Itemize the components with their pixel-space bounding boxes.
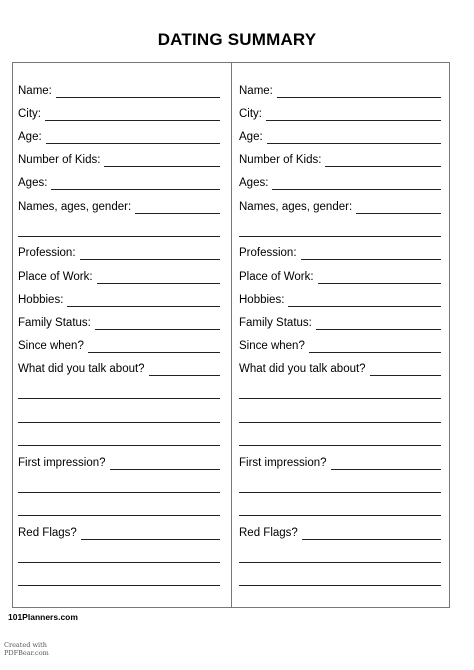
place-of-work-line[interactable]: [318, 272, 441, 284]
blank-line-row: [239, 407, 441, 423]
blank-line-row: [18, 221, 220, 237]
ages-label: Ages:: [18, 177, 48, 189]
blank-line-row: [239, 477, 441, 493]
hobbies-label: Hobbies:: [18, 294, 64, 306]
place-of-work-label: Place of Work:: [18, 271, 93, 283]
blank-line[interactable]: [18, 411, 220, 423]
since-when-row: [239, 337, 441, 353]
blank-line-row: [239, 570, 441, 586]
blank-line[interactable]: [18, 225, 220, 237]
since-when-label: Since when?: [239, 340, 305, 352]
name-label: Name:: [239, 85, 273, 97]
talk-about-row: [239, 360, 441, 376]
hobbies-label: Hobbies:: [239, 294, 285, 306]
blank-line-row: [18, 383, 220, 399]
blank-line-row: [18, 547, 220, 563]
names-ages-gender-row: [239, 198, 441, 214]
hobbies-line[interactable]: [67, 295, 220, 307]
age-label: Age:: [18, 131, 42, 143]
age-label: Age:: [239, 131, 263, 143]
blank-line[interactable]: [18, 551, 220, 563]
blank-line[interactable]: [18, 504, 220, 516]
first-impression-row: [239, 454, 441, 470]
names-ages-gender-label: Names, ages, gender:: [239, 201, 353, 213]
blank-line[interactable]: [239, 551, 441, 563]
names-ages-gender-row: [18, 198, 220, 214]
first-impression-row: [18, 454, 220, 470]
talk-about-label: What did you talk about?: [18, 363, 145, 375]
place-of-work-row: [18, 268, 220, 284]
city-line[interactable]: [266, 109, 441, 121]
name-row: [239, 82, 441, 98]
first-impression-line[interactable]: [331, 458, 441, 470]
created-with-watermark: [4, 641, 49, 657]
age-row: [18, 128, 220, 144]
name-row: [18, 82, 220, 98]
family-status-line[interactable]: [316, 318, 441, 330]
red-flags-row: [18, 524, 220, 540]
blank-line-row: [18, 570, 220, 586]
first-impression-line[interactable]: [110, 458, 220, 470]
city-label: City:: [18, 108, 41, 120]
ages-row: [18, 174, 220, 190]
column-divider: [231, 62, 232, 608]
blank-line-row: [239, 430, 441, 446]
number-of-kids-row: [239, 151, 441, 167]
blank-line-row: [18, 407, 220, 423]
number-of-kids-row: [18, 151, 220, 167]
since-when-line[interactable]: [309, 341, 441, 353]
talk-about-row: [18, 360, 220, 376]
profession-row: [18, 244, 220, 260]
names-ages-gender-line[interactable]: [135, 202, 220, 214]
profession-line[interactable]: [301, 248, 441, 260]
talk-about-label: What did you talk about?: [239, 363, 366, 375]
place-of-work-label: Place of Work:: [239, 271, 314, 283]
blank-line-row: [239, 221, 441, 237]
city-line[interactable]: [45, 109, 220, 121]
profession-row: [239, 244, 441, 260]
since-when-label: Since when?: [18, 340, 84, 352]
name-label: Name:: [18, 85, 52, 97]
ages-line[interactable]: [51, 178, 220, 190]
first-impression-label: First impression?: [18, 457, 106, 469]
blank-line-row: [18, 500, 220, 516]
number-of-kids-line[interactable]: [325, 155, 441, 167]
family-status-line[interactable]: [95, 318, 220, 330]
city-row: [239, 105, 441, 121]
number-of-kids-label: Number of Kids:: [239, 154, 322, 166]
red-flags-line[interactable]: [81, 528, 220, 540]
city-label: City:: [239, 108, 262, 120]
blank-line[interactable]: [18, 481, 220, 493]
age-line[interactable]: [267, 132, 441, 144]
blank-line[interactable]: [239, 574, 441, 586]
profession-line[interactable]: [80, 248, 220, 260]
ages-row: [239, 174, 441, 190]
number-of-kids-line[interactable]: [104, 155, 220, 167]
blank-line[interactable]: [18, 387, 220, 399]
blank-line[interactable]: [239, 481, 441, 493]
family-status-row: [18, 314, 220, 330]
age-row: [239, 128, 441, 144]
red-flags-line[interactable]: [302, 528, 441, 540]
blank-line-row: [239, 547, 441, 563]
names-ages-gender-label: Names, ages, gender:: [18, 201, 132, 213]
page-title: DATING SUMMARY: [157, 30, 317, 49]
created-with-text: Created with: [4, 641, 47, 649]
name-line[interactable]: [56, 86, 220, 98]
age-line[interactable]: [46, 132, 220, 144]
profession-label: Profession:: [18, 247, 76, 259]
blank-line[interactable]: [239, 411, 441, 423]
place-of-work-line[interactable]: [97, 272, 220, 284]
names-ages-gender-line[interactable]: [356, 202, 441, 214]
created-with-site: PDFBear.com: [4, 649, 49, 657]
blank-line[interactable]: [239, 387, 441, 399]
since-when-line[interactable]: [88, 341, 220, 353]
red-flags-label: Red Flags?: [18, 527, 77, 539]
red-flags-row: [239, 524, 441, 540]
blank-line-row: [18, 477, 220, 493]
footer-brand: 101Planners.com: [8, 612, 78, 622]
family-status-label: Family Status:: [239, 317, 312, 329]
city-row: [18, 105, 220, 121]
blank-line[interactable]: [239, 504, 441, 516]
blank-line-row: [239, 383, 441, 399]
since-when-row: [18, 337, 220, 353]
red-flags-label: Red Flags?: [239, 527, 298, 539]
talk-about-line[interactable]: [149, 364, 220, 376]
blank-line[interactable]: [239, 434, 441, 446]
blank-line-row: [239, 500, 441, 516]
blank-line[interactable]: [239, 225, 441, 237]
family-status-row: [239, 314, 441, 330]
blank-line[interactable]: [18, 574, 220, 586]
ages-label: Ages:: [239, 177, 269, 189]
hobbies-row: [239, 291, 441, 307]
blank-line[interactable]: [18, 434, 220, 446]
talk-about-line[interactable]: [370, 364, 441, 376]
name-line[interactable]: [277, 86, 441, 98]
first-impression-label: First impression?: [239, 457, 327, 469]
hobbies-row: [18, 291, 220, 307]
ages-line[interactable]: [272, 178, 441, 190]
profession-label: Profession:: [239, 247, 297, 259]
blank-line-row: [18, 430, 220, 446]
number-of-kids-label: Number of Kids:: [18, 154, 101, 166]
place-of-work-row: [239, 268, 441, 284]
hobbies-line[interactable]: [288, 295, 441, 307]
family-status-label: Family Status:: [18, 317, 91, 329]
